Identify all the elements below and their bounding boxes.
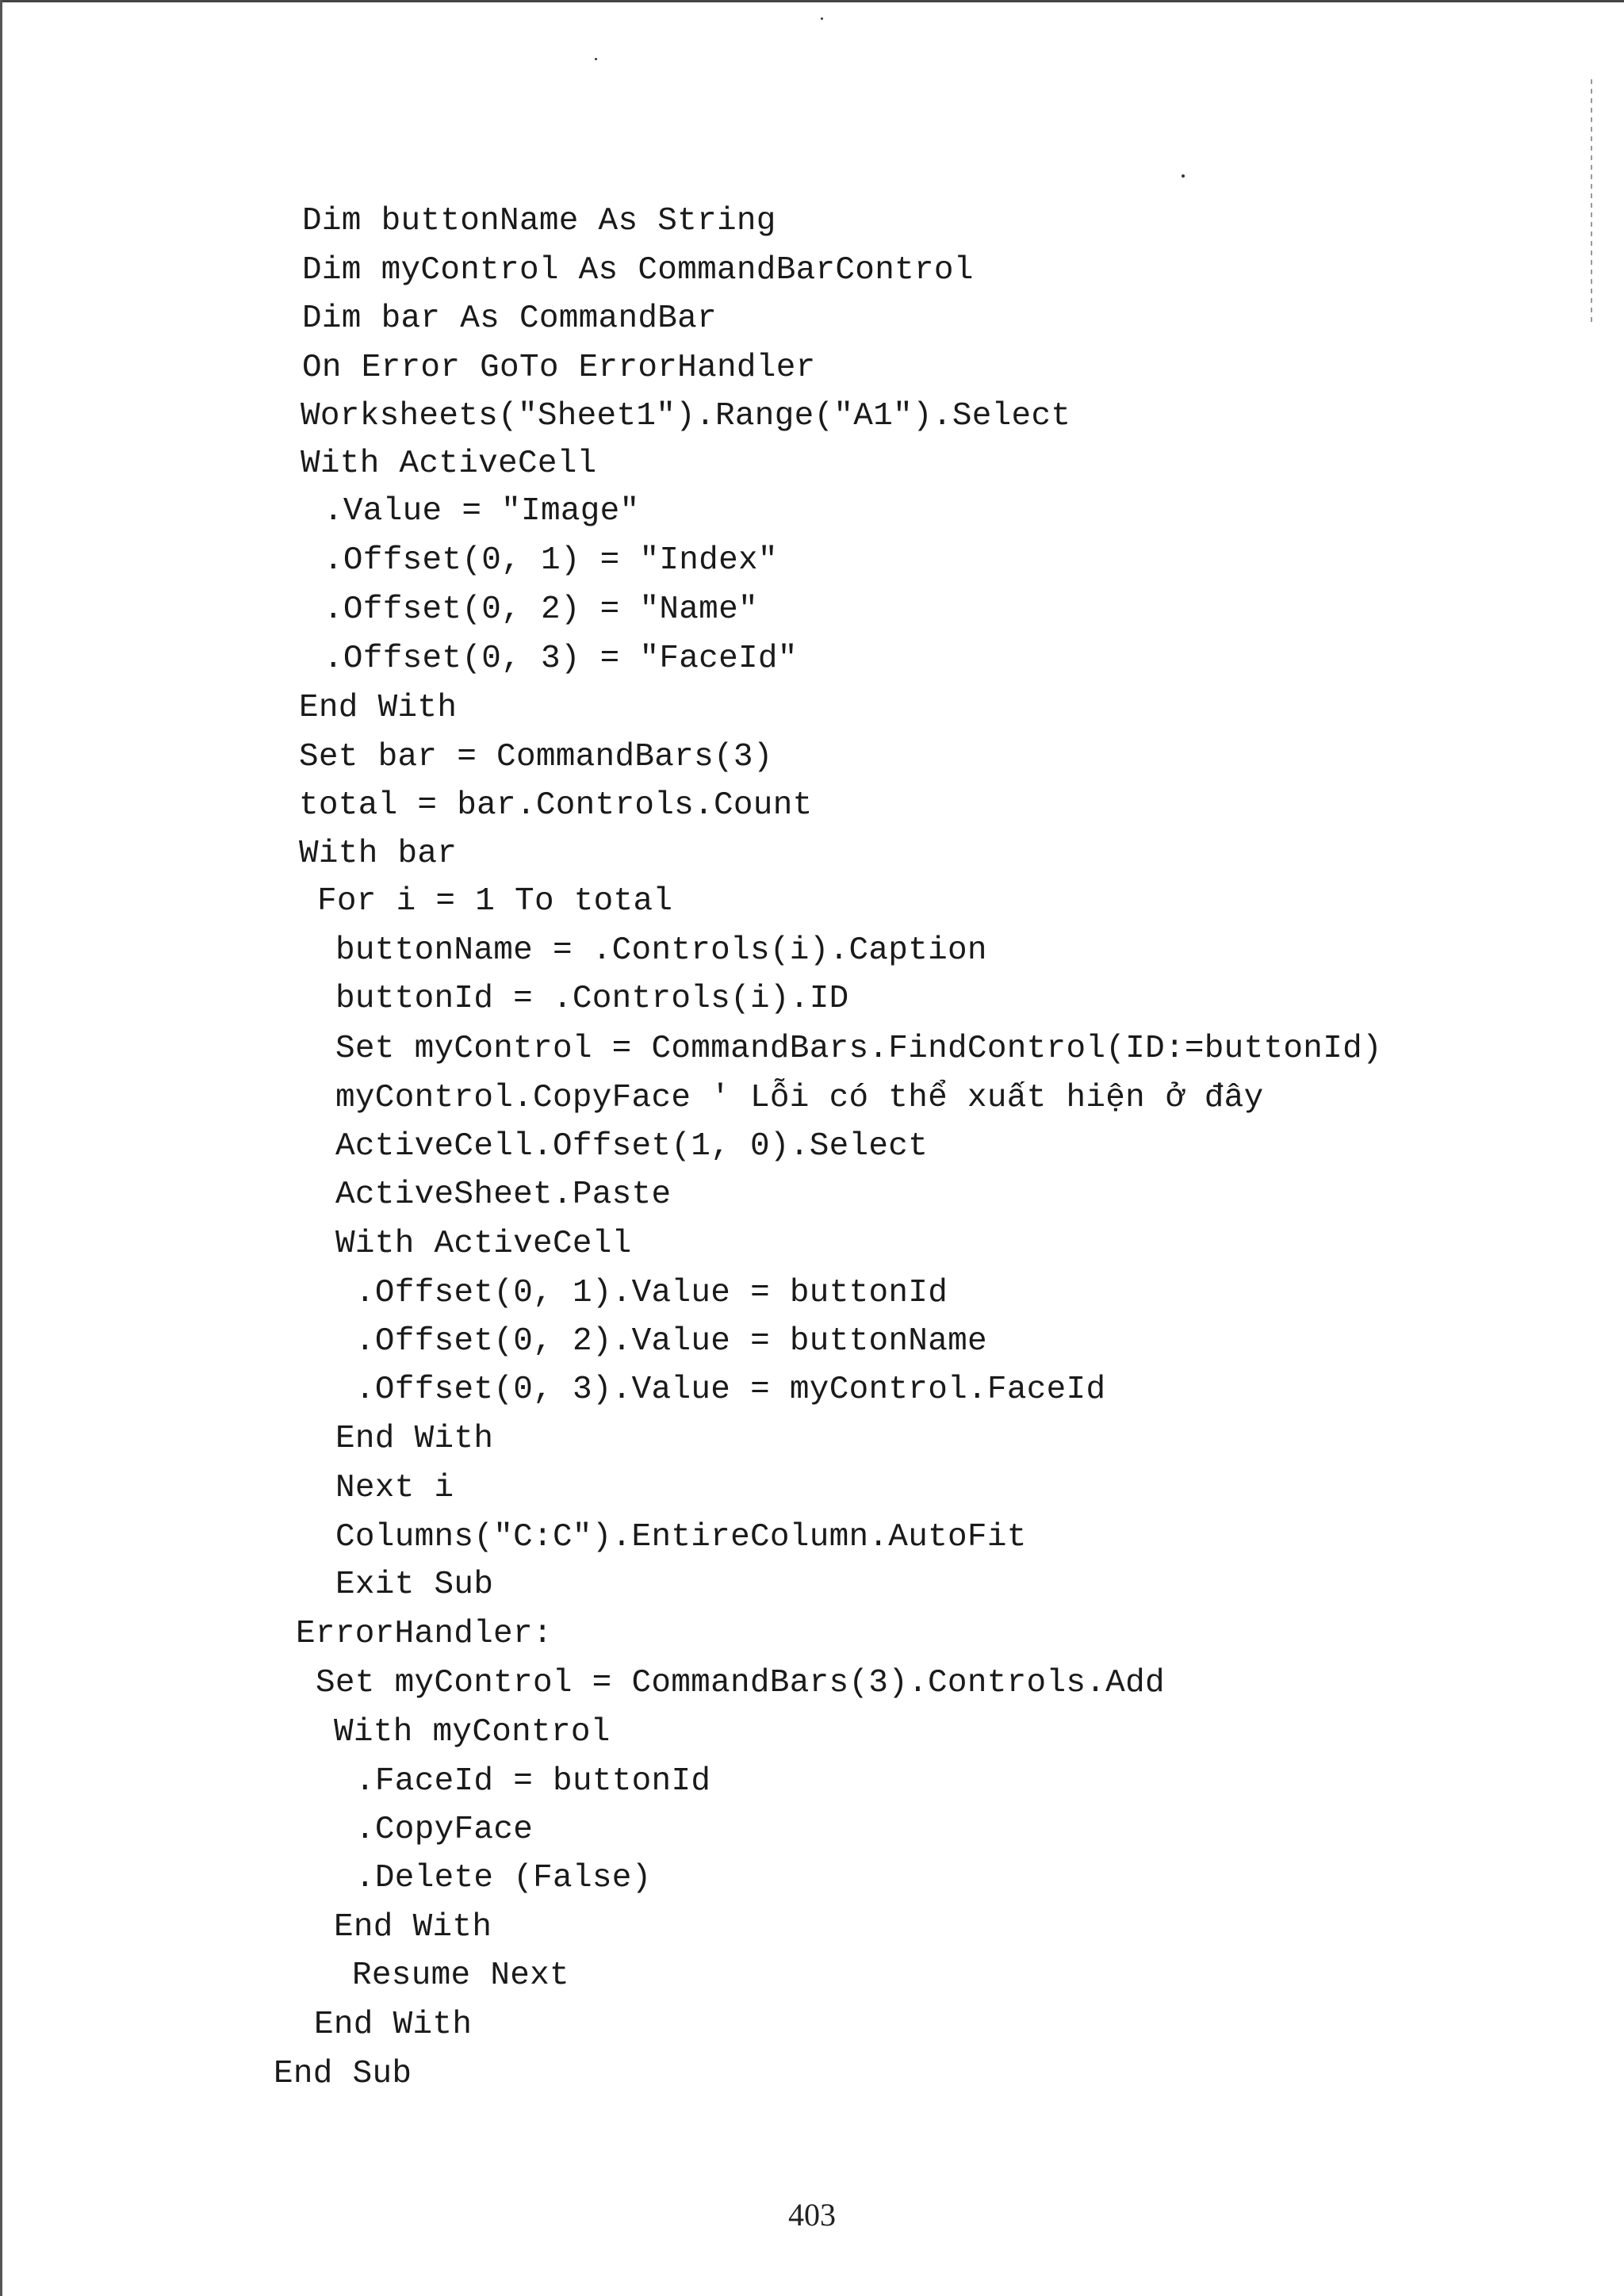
code-line: End With bbox=[334, 1909, 492, 1946]
code-line: Dim myControl As CommandBarControl bbox=[302, 252, 974, 289]
code-line: Worksheets("Sheet1").Range("A1").Select bbox=[301, 398, 1071, 434]
scan-speck bbox=[1182, 174, 1185, 178]
code-line: Exit Sub bbox=[335, 1567, 494, 1603]
scan-edge-right bbox=[1591, 79, 1592, 325]
code-line: ActiveSheet.Paste bbox=[335, 1177, 672, 1213]
code-line: .CopyFace bbox=[355, 1812, 534, 1848]
code-line: Set myControl = CommandBars(3).Controls.Add bbox=[316, 1665, 1165, 1701]
scan-speck bbox=[821, 17, 823, 20]
code-line: .Value = "Image" bbox=[324, 493, 640, 530]
code-line: .Offset(0, 1) = "Index" bbox=[324, 542, 778, 579]
code-line: .Offset(0, 1).Value = buttonId bbox=[355, 1275, 948, 1311]
code-line: For i = 1 To total bbox=[317, 883, 673, 920]
code-line: On Error GoTo ErrorHandler bbox=[302, 350, 816, 386]
scan-speck bbox=[595, 58, 597, 60]
code-line: With myControl bbox=[334, 1714, 611, 1751]
code-line: Next i bbox=[335, 1470, 454, 1506]
code-line: ErrorHandler: bbox=[296, 1616, 553, 1652]
code-line: .FaceId = buttonId bbox=[355, 1763, 711, 1800]
code-line: End With bbox=[335, 1421, 494, 1457]
code-line: ActiveCell.Offset(1, 0).Select bbox=[335, 1128, 929, 1165]
code-line: Resume Next bbox=[352, 1957, 569, 1994]
code-line: End With bbox=[299, 690, 458, 726]
scan-border-top bbox=[0, 0, 1624, 2]
code-line: .Offset(0, 3) = "FaceId" bbox=[324, 641, 798, 677]
code-line: total = bar.Controls.Count bbox=[299, 787, 813, 824]
code-line: buttonName = .Controls(i).Caption bbox=[335, 932, 987, 969]
code-line: End Sub bbox=[274, 2056, 412, 2092]
code-line: Dim buttonName As String bbox=[302, 203, 776, 239]
code-line: .Offset(0, 2) = "Name" bbox=[324, 591, 758, 628]
code-line: Set myControl = CommandBars.FindControl(ID:=buttonId) bbox=[335, 1031, 1382, 1067]
page-number: 403 bbox=[788, 2197, 836, 2233]
code-line: End With bbox=[314, 2007, 473, 2043]
code-line: buttonId = .Controls(i).ID bbox=[335, 981, 849, 1017]
code-line: myControl.CopyFace ' Lỗi có thể xuất hiện ở đây bbox=[335, 1080, 1264, 1116]
code-line: .Offset(0, 3).Value = myControl.FaceId bbox=[355, 1372, 1106, 1408]
code-line: With bar bbox=[299, 836, 458, 872]
code-line: .Delete (False) bbox=[355, 1860, 652, 1896]
code-line: With ActiveCell bbox=[301, 446, 597, 482]
code-line: Dim bar As CommandBar bbox=[302, 300, 717, 337]
code-line: Columns("C:C").EntireColumn.AutoFit bbox=[335, 1519, 1027, 1556]
code-line: With ActiveCell bbox=[335, 1226, 632, 1262]
code-line: Set bar = CommandBars(3) bbox=[299, 739, 773, 775]
code-line: .Offset(0, 2).Value = buttonName bbox=[355, 1323, 987, 1360]
scan-border-left bbox=[0, 0, 2, 2296]
